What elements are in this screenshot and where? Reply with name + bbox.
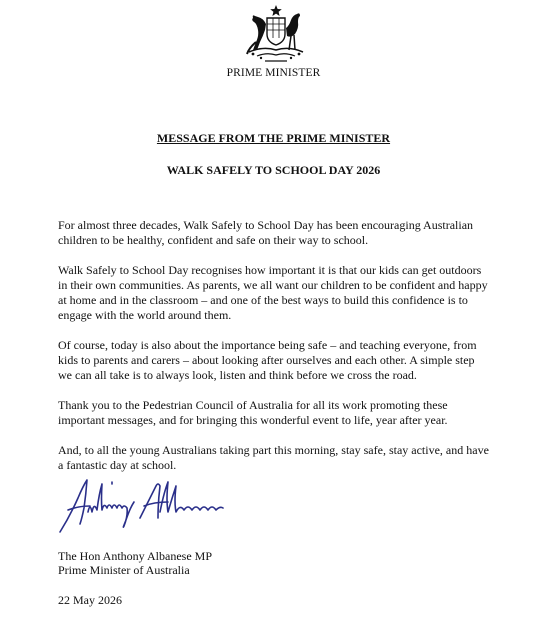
signatory-role: Prime Minister of Australia (58, 563, 190, 577)
signatory-name: The Hon Anthony Albanese MP (58, 549, 212, 563)
coat-of-arms-icon (243, 4, 309, 66)
message-body (58, 218, 490, 488)
signature-image (56, 472, 226, 538)
paragraph: For almost three decades, Walk Safely to School Day has been encouraging Australian children to be healthy, confident and safe on their way to school. (58, 218, 474, 247)
office-title: PRIME MINISTER (226, 67, 321, 79)
paragraph: Walk Safely to School Day recognises how important it is that our kids can get outdoors in their own communities. As parents, we all want our children to be confident and happy at home and in the classroom – and one of the best ways to build this confidence is to engage with the world around them. (58, 263, 488, 322)
message-title: MESSAGE FROM THE PRIME MINISTER (156, 131, 391, 145)
paragraph: Of course, today is also about the importance being safe – and teaching everyone, from kids to parents and carers – about looking after ourselves and each other. A simple step we can all take is to always look, listen and think before we cross the road. (58, 338, 477, 382)
signatory-block (58, 549, 212, 577)
paragraph: Thank you to the Pedestrian Council of Australia for all its work promoting these important messages, and for bringing this wonderful event to life, year after year. (58, 398, 448, 427)
paragraph: And, to all the young Australians taking part this morning, stay safe, stay active, and have a fantastic day at school. (58, 443, 489, 472)
letter-date: 22 May 2026 (58, 593, 122, 607)
message-subtitle: WALK SAFELY TO SCHOOL DAY 2026 (166, 163, 381, 177)
